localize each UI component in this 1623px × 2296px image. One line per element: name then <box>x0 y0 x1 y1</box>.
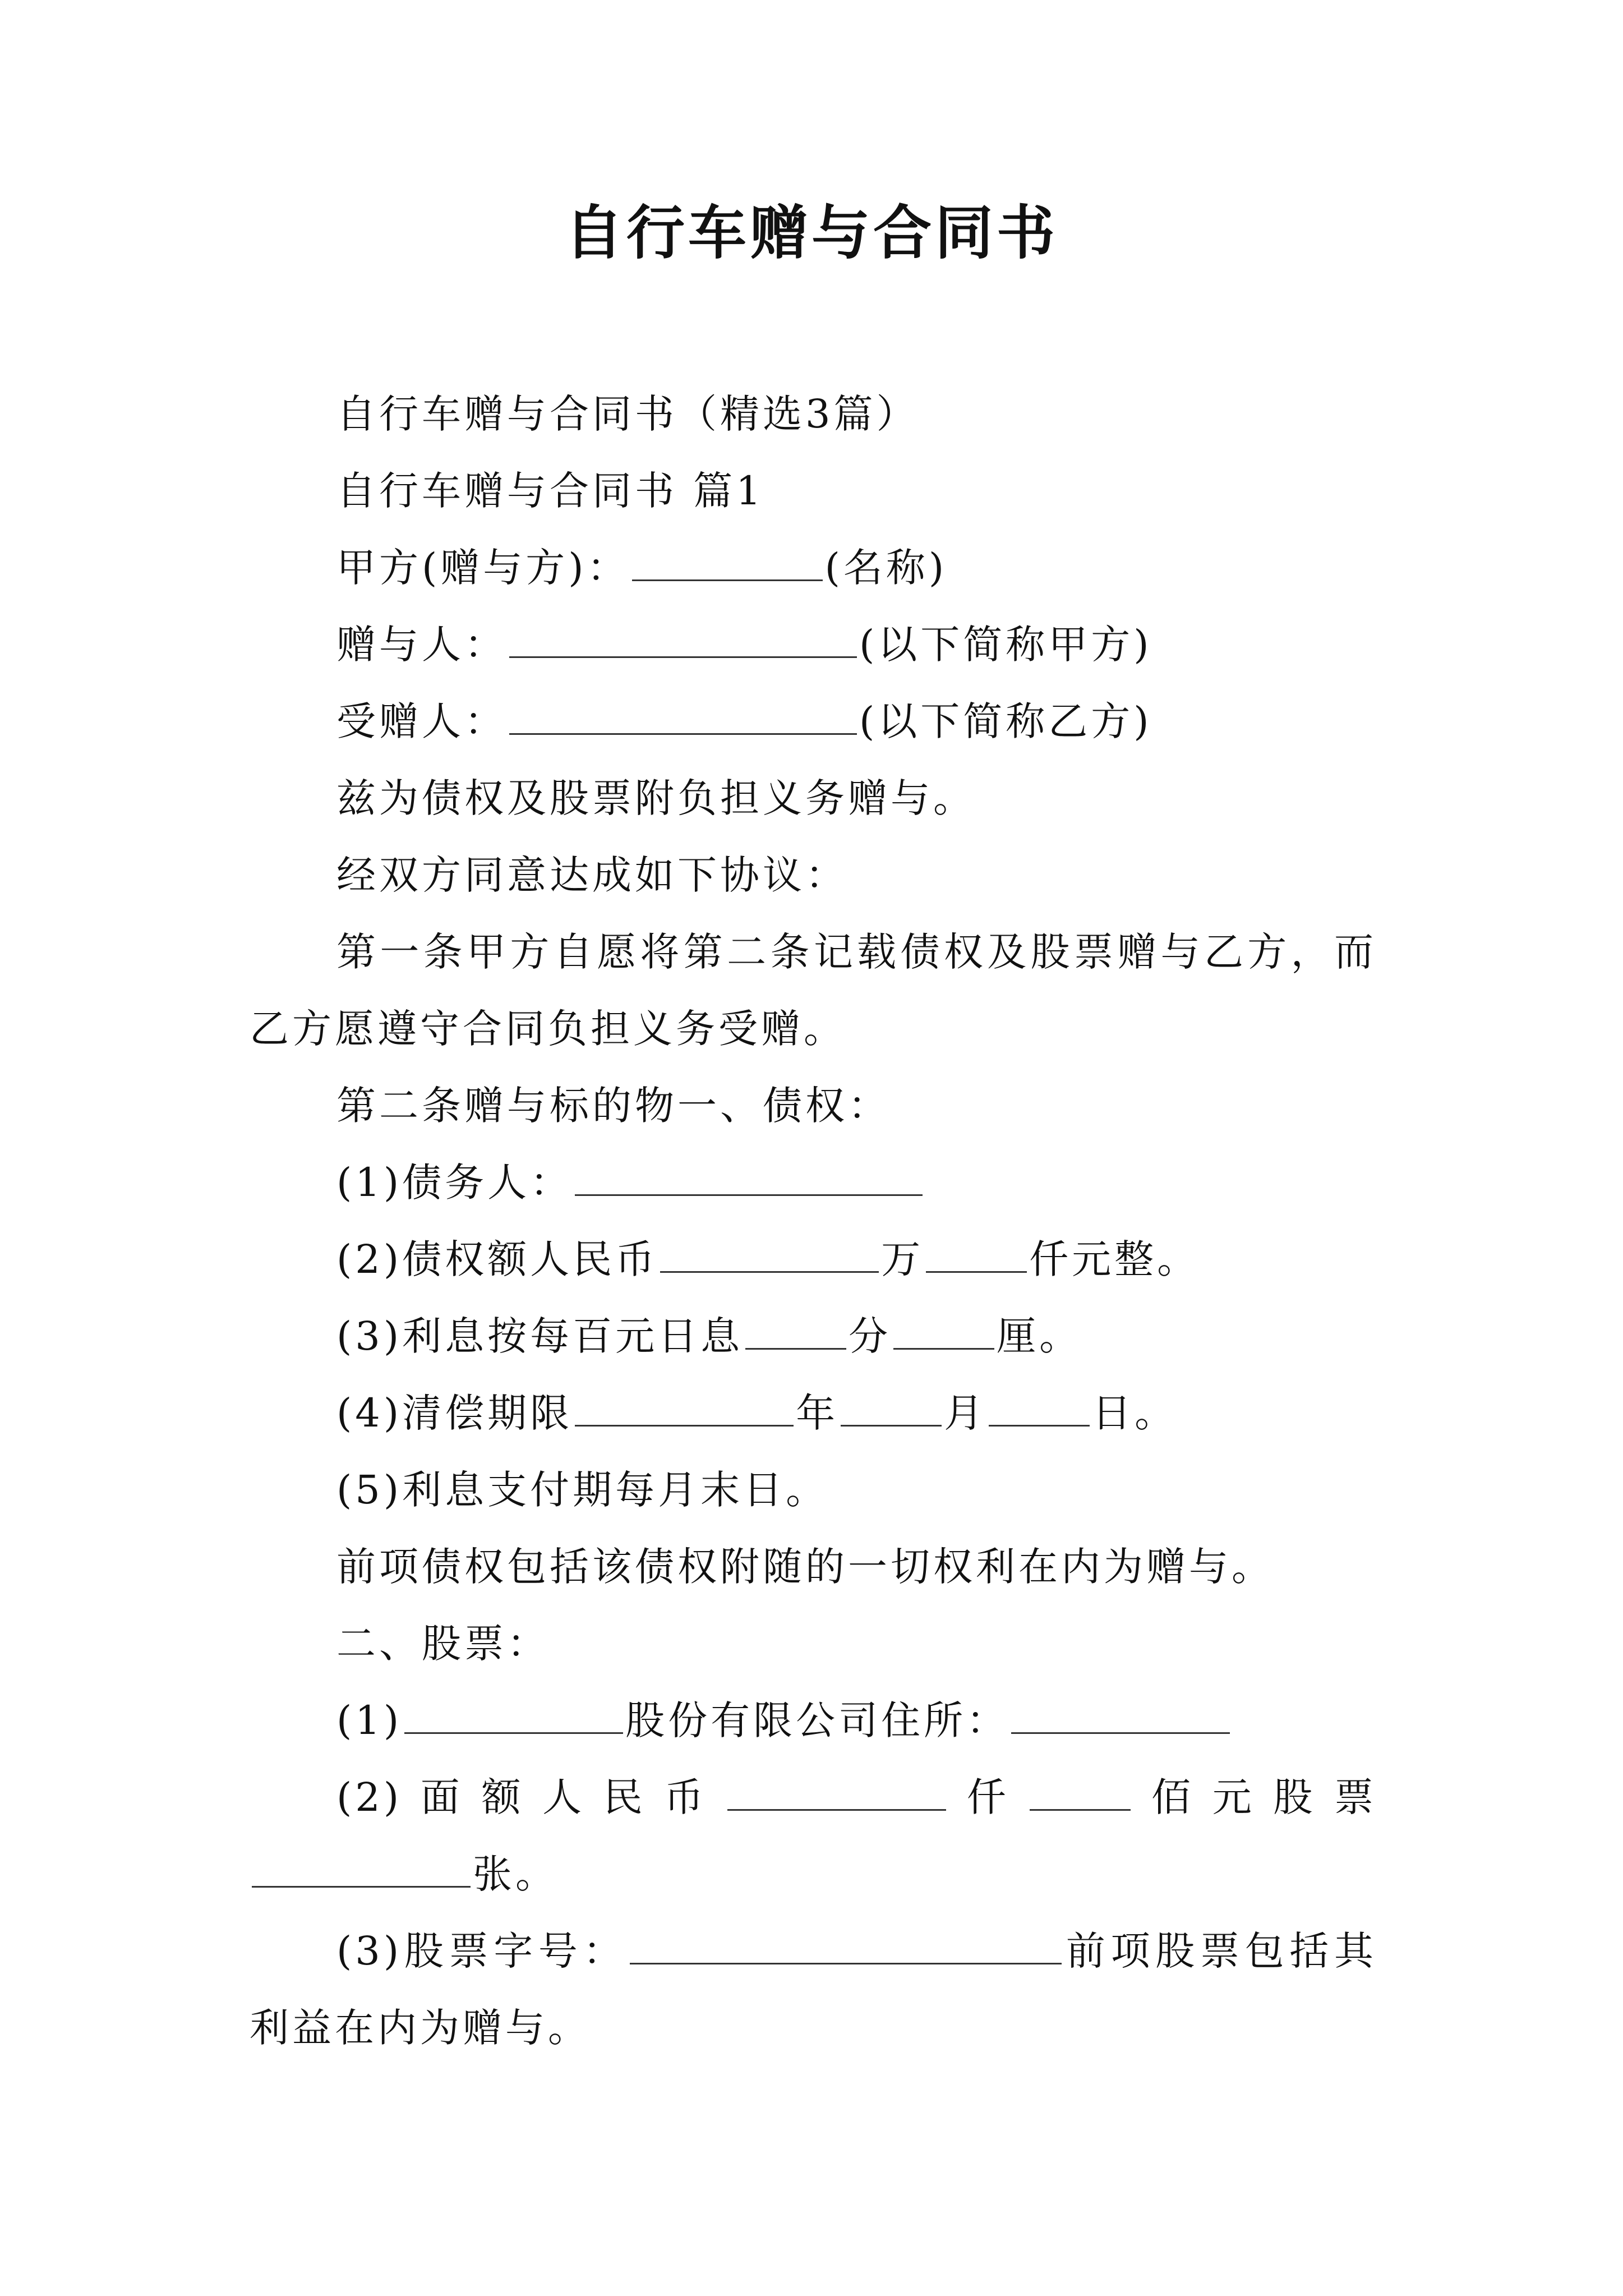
donor-label: 赠与人： <box>336 622 507 668</box>
claim-qian-blank <box>926 1236 1027 1273</box>
term-month-blank <box>841 1390 942 1427</box>
interest-rate-label: (3)利息按每百元日息 <box>336 1313 744 1359</box>
donee-label: 受赠人： <box>336 698 507 744</box>
repayment-term-line <box>250 1375 1377 1452</box>
donee-suffix: (以下简称乙方) <box>859 698 1152 744</box>
repayment-term-label: (4)清偿期限 <box>336 1390 573 1436</box>
term-day-blank <box>989 1390 1090 1427</box>
company-address-label: 股份有限公司住所： <box>625 1697 1009 1743</box>
interest-li-unit: 厘。 <box>997 1313 1082 1359</box>
stock-number-note: 前项股票包括其利益在内为赠与。 <box>250 1928 1377 2051</box>
face-qian-blank <box>727 1774 946 1811</box>
claim-wan-unit: 万 <box>881 1236 924 1282</box>
debtor-blank <box>575 1159 923 1196</box>
stock-number-blank <box>630 1928 1062 1964</box>
claim-note-line <box>250 1529 1377 1605</box>
claim-qian-unit: 仟元整。 <box>1029 1236 1200 1282</box>
payment-line <box>250 1452 1377 1529</box>
interest-li-blank <box>893 1313 994 1350</box>
share-count-unit: 张。 <box>473 1851 558 1897</box>
claim-amount-line <box>250 1221 1377 1298</box>
stock-number-paragraph <box>250 1913 1377 2067</box>
document-title: 自行车赠与合同书 <box>564 199 1058 267</box>
donor-suffix: (以下简称甲方) <box>859 622 1152 668</box>
party-a-suffix: (名称) <box>824 545 948 591</box>
payment-text: (5)利息支付期每月末日。 <box>336 1467 829 1513</box>
term-day-unit: 日。 <box>1092 1390 1178 1436</box>
stocks-heading-line <box>250 1605 1377 1682</box>
section-line <box>250 453 1377 530</box>
document-body <box>250 376 1377 2067</box>
section-text: 自行车赠与合同书 篇1 <box>336 468 764 514</box>
party-a-blank <box>632 545 823 581</box>
share-count-blank <box>252 1851 471 1888</box>
term-year-unit: 年 <box>796 1390 839 1436</box>
donor-blank <box>509 622 857 658</box>
stocks-heading-text: 二、股票： <box>336 1621 550 1667</box>
interest-fen-unit: 分 <box>849 1313 892 1359</box>
article-1-text: 第一条甲方自愿将第二条记载债权及股票赠与乙方，而乙方愿遵守合同负担义务受赠。 <box>250 929 1377 1052</box>
company-line <box>250 1682 1377 1759</box>
agreement-line <box>250 837 1377 914</box>
purpose-line <box>250 760 1377 837</box>
party-a-line <box>250 530 1377 606</box>
purpose-text: 兹为债权及股票附负担义务赠与。 <box>336 775 976 821</box>
interest-fen-blank <box>745 1313 846 1350</box>
donee-line <box>250 683 1377 760</box>
debtor-label: (1)债务人： <box>336 1159 573 1205</box>
donor-line <box>250 606 1377 683</box>
face-qian-unit: 仟 <box>948 1774 1028 1820</box>
face-bai-unit: 佰元股票 <box>1133 1774 1377 1820</box>
face-value-paragraph <box>250 1759 1377 1913</box>
company-label: (1) <box>336 1697 403 1743</box>
term-year-blank <box>575 1390 794 1427</box>
subtitle-text: 自行车赠与合同书（精选3篇） <box>336 391 919 437</box>
claim-amount-label: (2)债权额人民币 <box>336 1236 658 1282</box>
claim-wan-blank <box>660 1236 879 1273</box>
subtitle-line <box>250 376 1377 453</box>
article-2-text: 第二条赠与标的物一、债权： <box>336 1083 891 1129</box>
stock-number-label: (3)股票字号： <box>336 1928 628 1974</box>
agreement-text: 经双方同意达成如下协议： <box>336 852 848 898</box>
article-1-paragraph <box>250 914 1377 1068</box>
donee-blank <box>509 698 857 735</box>
term-month-unit: 月 <box>944 1390 987 1436</box>
party-a-label: 甲方(赠与方)： <box>336 545 630 591</box>
claim-note-text: 前项债权包括该债权附随的一切权利在内为赠与。 <box>336 1544 1274 1590</box>
face-value-label: (2)面额人民币 <box>336 1774 726 1820</box>
debtor-line <box>250 1144 1377 1221</box>
face-bai-blank <box>1030 1774 1131 1811</box>
article-2-line <box>250 1068 1377 1144</box>
company-name-blank <box>404 1697 623 1734</box>
interest-rate-line <box>250 1298 1377 1375</box>
company-address-blank <box>1011 1697 1230 1734</box>
